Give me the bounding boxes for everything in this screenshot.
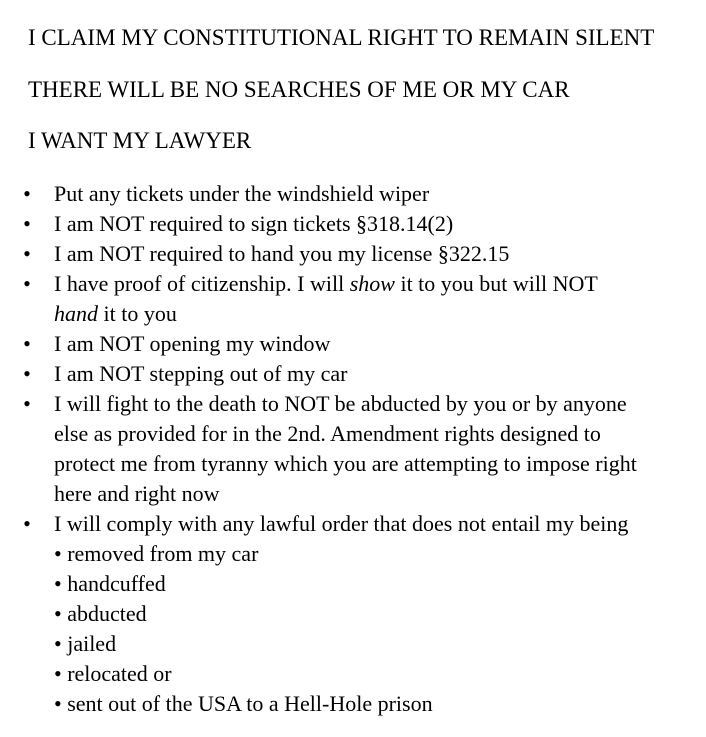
list-item-text-line-4: here and right now bbox=[54, 481, 220, 506]
list-item-text: Put any tickets under the windshield wiper bbox=[54, 181, 430, 206]
list-item-tickets-wiper bbox=[0, 179, 706, 209]
bullet-icon: • bbox=[23, 511, 31, 536]
text-run: I have proof of citizenship. I will bbox=[54, 271, 350, 296]
list-item-text: I am NOT stepping out of my car bbox=[54, 361, 348, 386]
heading-remain-silent: I CLAIM MY CONSTITUTIONAL RIGHT TO REMAIN SILENT bbox=[28, 25, 655, 50]
bullet-icon: • bbox=[23, 271, 31, 296]
bullet-icon: • bbox=[23, 181, 31, 206]
heading-no-searches: THERE WILL BE NO SEARCHES OF ME OR MY CAR bbox=[28, 77, 570, 102]
bullet-icon: • bbox=[23, 331, 31, 356]
list-item-text-line-1: I will fight to the death to NOT be abducted by you or by anyone bbox=[54, 391, 627, 416]
list-item-second-amendment bbox=[0, 389, 706, 509]
list-item-text: I am NOT required to hand you my license §322.15 bbox=[54, 241, 510, 266]
sub-item-removed: • removed from my car bbox=[54, 541, 259, 566]
list-item-license bbox=[0, 239, 706, 269]
sub-item-relocated: • relocated or bbox=[54, 661, 172, 686]
bullet-icon: • bbox=[23, 391, 31, 416]
list-item-comply bbox=[0, 509, 706, 719]
list-item-sign-tickets bbox=[0, 209, 706, 239]
emphasis-show: show bbox=[349, 271, 395, 296]
list-item-text-line-3: protect me from tyranny which you are attempting to impose right bbox=[54, 451, 637, 476]
list-item-text: I am NOT opening my window bbox=[54, 331, 331, 356]
bullet-icon: • bbox=[23, 361, 31, 386]
heading-want-lawyer: I WANT MY LAWYER bbox=[28, 128, 252, 153]
bullet-icon: • bbox=[23, 241, 31, 266]
list-item-text: I will comply with any lawful order that does not entail my being bbox=[54, 511, 629, 536]
sub-item-jailed: • jailed bbox=[54, 631, 117, 656]
list-item-text-line-2: else as provided for in the 2nd. Amendment rights designed to bbox=[54, 421, 601, 446]
sub-item-handcuffed: • handcuffed bbox=[54, 571, 166, 596]
sub-item-abducted: • abducted bbox=[54, 601, 147, 626]
list-item-text-line-2 bbox=[54, 299, 692, 329]
list-item-citizenship bbox=[0, 269, 706, 329]
list-item-stepping-out bbox=[0, 359, 706, 389]
emphasis-hand: hand bbox=[54, 301, 98, 326]
list-item-text-line-1 bbox=[54, 269, 692, 299]
list-item-text: I am NOT required to sign tickets §318.14(2) bbox=[54, 211, 454, 236]
list-item-window bbox=[0, 329, 706, 359]
rights-list bbox=[0, 179, 706, 719]
text-run: it to you but will NOT bbox=[394, 271, 598, 296]
text-run: it to you bbox=[98, 301, 177, 326]
sub-item-sent-out: • sent out of the USA to a Hell-Hole prison bbox=[54, 691, 433, 716]
bullet-icon: • bbox=[23, 211, 31, 236]
